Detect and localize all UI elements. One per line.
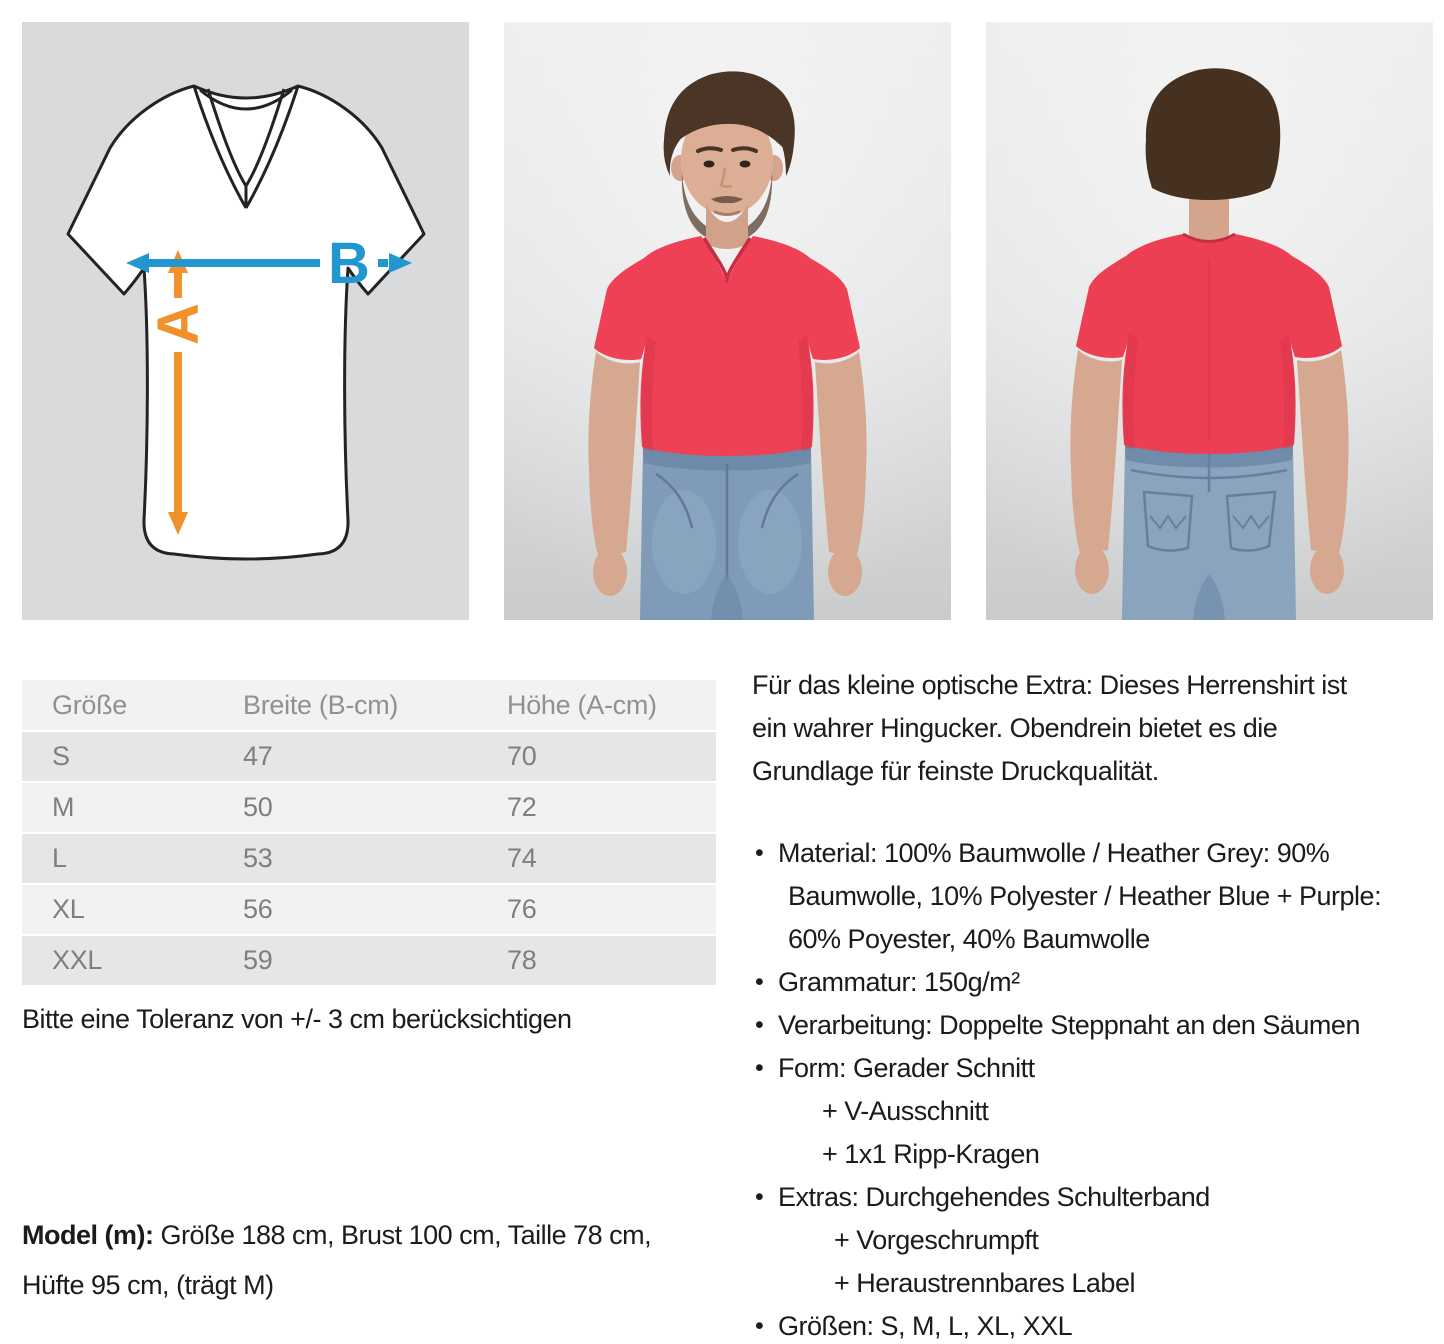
tshirt-measurement-diagram — [22, 22, 469, 620]
bullet-icon: • — [755, 1011, 764, 1039]
bullet-material: • Material: 100% Baumwolle / Heather Grey: 90% — [752, 832, 1444, 875]
bullet-grammatur: • Grammatur: 150g/m² — [752, 961, 1444, 1004]
table-row: XXL 59 78 — [22, 936, 716, 985]
product-description: Für das kleine optische Extra: Dieses Herrenshirt ist ein wahrer Hingucker. Obendrein bietet es die Grundlage für feinste Druckqualität. • Material: 100% Baumwolle / Heather Grey: 90% Baumwolle, 10% Polyester / Heather Blue + Purple: 60% Poyester, 40% Baumwolle • Grammatur: 150g/m² • Verarbeitung: Doppelte Steppnaht an den Säumen • Form: Gerader Schnitt + V-Ausschnitt + 1x1 Ripp-Kragen • Extras: Durchgehendes Schulterband + Vorgeschrumpft + Heraustrennbares Label • Größen: S, M, L, XL, XXL — [752, 664, 1444, 1344]
bullet-form: • Form: Gerader Schnitt — [752, 1047, 1444, 1090]
header-height: Höhe (A-cm) — [507, 690, 657, 720]
header-width: Breite (B-cm) — [243, 690, 399, 720]
table-row: L 53 74 — [22, 834, 716, 883]
intro-line: ein wahrer Hingucker. Obendrein bietet es die — [752, 713, 1278, 743]
label-a: A — [146, 303, 211, 345]
label-b: B — [328, 231, 370, 296]
bullet-icon: • — [755, 968, 764, 996]
size-table-header — [22, 680, 716, 730]
bullet-icon: • — [755, 1054, 764, 1082]
table-row: XL 56 76 — [22, 885, 716, 934]
hair-back — [1146, 68, 1281, 200]
bullet-extras: • Extras: Durchgehendes Schulterband — [752, 1176, 1444, 1219]
bullet-icon: • — [755, 1312, 764, 1340]
table-row: S 47 70 — [22, 732, 716, 781]
bullet-groessen: • Größen: S, M, L, XL, XXL — [752, 1305, 1444, 1344]
model-photo-front — [504, 22, 951, 620]
bullet-icon: • — [755, 1183, 764, 1211]
tolerance-note: Bitte eine Toleranz von +/- 3 cm berücksichtigen — [22, 1004, 572, 1034]
model-info: Model (m): Größe 188 cm, Brust 100 cm, Taille 78 cm, Hüfte 95 cm, (trägt M) — [22, 1220, 652, 1300]
size-table — [22, 680, 716, 987]
size-diagram — [22, 22, 469, 620]
bullet-verarbeitung: • Verarbeitung: Doppelte Steppnaht an den Säumen — [752, 1004, 1444, 1047]
intro-line: Für das kleine optische Extra: Dieses Herrenshirt ist — [752, 670, 1347, 700]
bullet-icon: • — [755, 839, 764, 867]
back-view-illustration — [986, 22, 1433, 620]
intro-line: Grundlage für feinste Druckqualität. — [752, 756, 1159, 786]
front-view-illustration — [504, 22, 951, 620]
table-row: M 50 72 — [22, 783, 716, 832]
model-label: Model (m): — [22, 1220, 154, 1250]
model-photo-back — [986, 22, 1433, 620]
header-size: Größe — [52, 690, 128, 720]
